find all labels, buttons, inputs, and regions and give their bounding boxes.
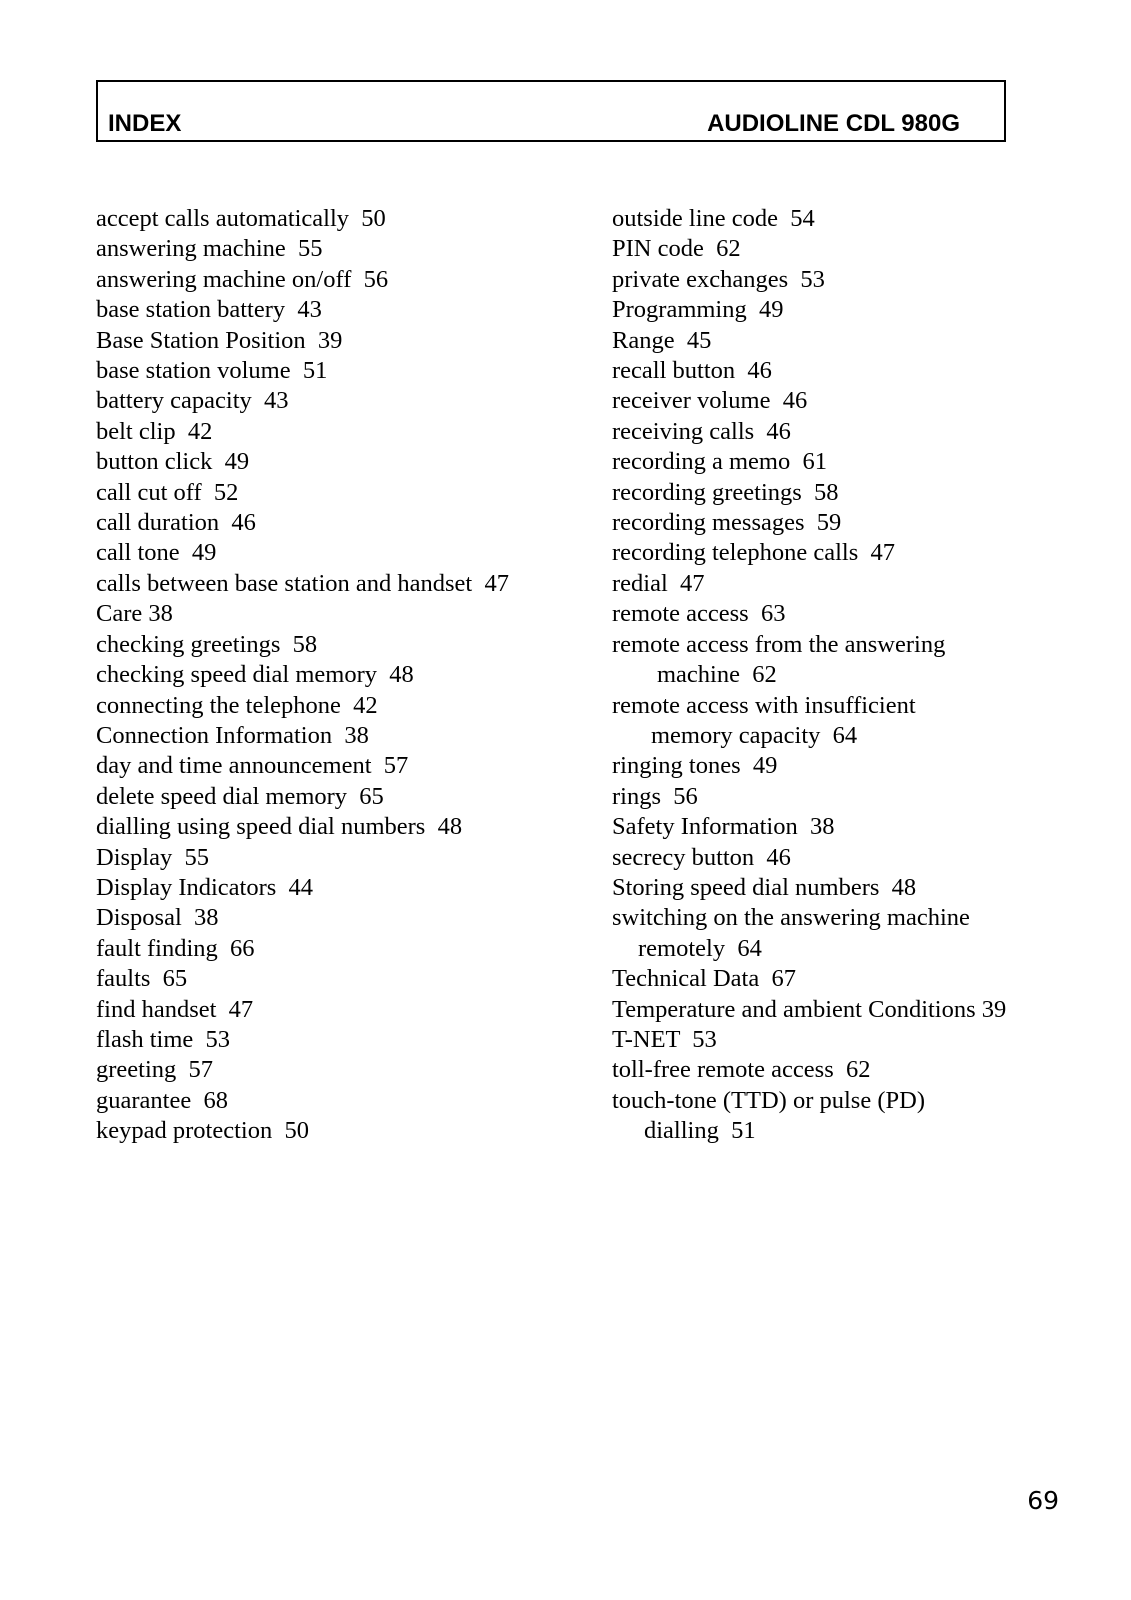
index-entry: Disposal 38	[96, 904, 219, 932]
index-entry: Range 45	[612, 326, 712, 354]
index-entry: answering machine 55	[96, 235, 323, 263]
index-entry: secrecy button 46	[612, 843, 791, 871]
index-entry: remote access with insufficient	[612, 691, 916, 719]
index-entry-continuation: memory capacity 64	[651, 721, 858, 749]
index-entry: Safety Information 38	[612, 813, 835, 841]
index-entry: Display 55	[96, 843, 209, 871]
index-entry: remote access from the answering	[612, 630, 946, 658]
index-entry: rings 56	[612, 782, 698, 810]
index-entry: Temperature and ambient Conditions 39	[612, 995, 1007, 1023]
index-entry: ringing tones 49	[612, 752, 778, 780]
index-entry: checking speed dial memory 48	[96, 661, 414, 689]
index-entry: Programming 49	[612, 296, 784, 324]
index-entry: call duration 46	[96, 509, 256, 537]
index-entry: guarantee 68	[96, 1086, 228, 1114]
index-entry: Storing speed dial numbers 48	[612, 873, 917, 901]
index-entry: base station volume 51	[96, 357, 328, 385]
index-entry: flash time 53	[96, 1025, 231, 1053]
header-product-label: AUDIOLINE CDL 980G	[707, 110, 960, 137]
page-header	[96, 80, 1006, 142]
index-entry: recording messages 59	[612, 509, 842, 537]
index-entry: receiver volume 46	[612, 387, 808, 415]
index-entry: button click 49	[96, 448, 250, 476]
index-entry: PIN code 62	[612, 235, 741, 263]
index-entry: Care 38	[96, 600, 173, 628]
header-index-label: INDEX	[108, 110, 182, 137]
index-entry: battery capacity 43	[96, 387, 289, 415]
index-entry-continuation: remotely 64	[638, 934, 762, 962]
index-column-right	[612, 204, 1112, 1147]
index-entry: checking greetings 58	[96, 630, 318, 658]
index-entry: recall button 46	[612, 357, 772, 385]
index-entry: accept calls automatically 50	[96, 205, 386, 232]
index-entry: answering machine on/off 56	[96, 265, 389, 293]
page-number: 69	[1027, 1486, 1059, 1515]
index-entry: delete speed dial memory 65	[96, 782, 384, 810]
index-entry: base station battery 43	[96, 296, 322, 324]
index-entry: recording greetings 58	[612, 478, 839, 506]
index-entry-continuation: dialling 51	[644, 1117, 756, 1145]
index-entry: faults 65	[96, 965, 188, 993]
index-entry: remote access 63	[612, 600, 786, 628]
index-column-left	[96, 204, 596, 1147]
index-entry: Technical Data 67	[612, 965, 796, 993]
index-entry: touch-tone (TTD) or pulse (PD)	[612, 1086, 925, 1114]
index-entry: Base Station Position 39	[96, 326, 343, 354]
index-entry: redial 47	[612, 569, 705, 597]
index-entry: Connection Information 38	[96, 721, 369, 749]
index-entry: keypad protection 50	[96, 1117, 309, 1145]
index-entry: Display Indicators 44	[96, 873, 314, 901]
index-entry: recording telephone calls 47	[612, 539, 896, 567]
index-entry: dialling using speed dial numbers 48	[96, 813, 463, 841]
index-entry: call cut off 52	[96, 478, 239, 506]
index-entry: find handset 47	[96, 995, 254, 1023]
index-entry: recording a memo 61	[612, 448, 827, 476]
index-entry: fault finding 66	[96, 934, 255, 962]
index-entry: connecting the telephone 42	[96, 691, 378, 719]
index-entry: day and time announcement 57	[96, 752, 409, 780]
index-entry: call tone 49	[96, 539, 217, 567]
index-entry: receiving calls 46	[612, 417, 791, 445]
index-entry: belt clip 42	[96, 417, 213, 445]
index-entry: T-NET 53	[612, 1025, 717, 1053]
index-entry: greeting 57	[96, 1056, 214, 1084]
index-entry: outside line code 54	[612, 205, 815, 232]
index-entry-continuation: machine 62	[657, 661, 777, 689]
index-entry: switching on the answering machine	[612, 904, 970, 932]
index-entry: calls between base station and handset 47	[96, 569, 509, 597]
index-entry: private exchanges 53	[612, 265, 825, 293]
index-entry: toll-free remote access 62	[612, 1056, 871, 1084]
